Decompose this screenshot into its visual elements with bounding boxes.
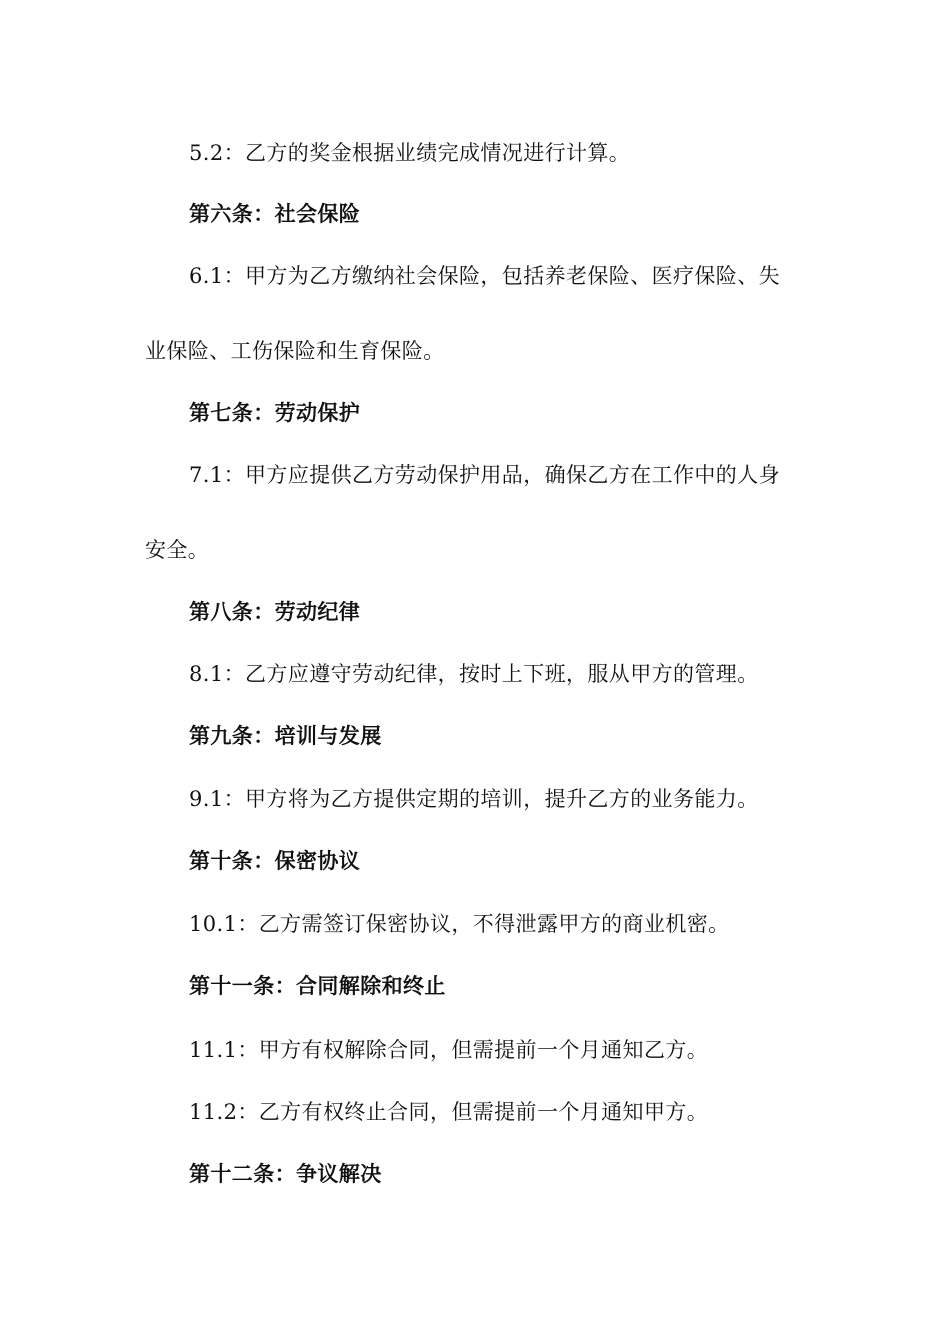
clause-7-1-text: 7.1：甲方应提供乙方劳动保护用品，确保乙方在工作中的人身 [189,463,780,487]
clause-11-2-text: 11.2：乙方有权终止合同，但需提前一个月通知甲方。 [189,1100,709,1124]
clause-8-1-text: 8.1：乙方应遵守劳动纪律，按时上下班，服从甲方的管理。 [189,662,759,686]
article-11-heading: 第十一条：合同解除和终止 [189,974,446,998]
article-9-heading: 第九条：培训与发展 [189,724,382,748]
article-10-heading: 第十条：保密协议 [189,849,361,873]
clause-6-1-text: 6.1：甲方为乙方缴纳社会保险，包括养老保险、医疗保险、失 [189,264,780,288]
clause-9-1-text: 9.1：甲方将为乙方提供定期的培训，提升乙方的业务能力。 [189,787,759,811]
article-8-heading: 第八条：劳动纪律 [189,600,361,624]
clause-10-1-text: 10.1：乙方需签订保密协议，不得泄露甲方的商业机密。 [189,912,730,936]
clause-11-1-text: 11.1：甲方有权解除合同，但需提前一个月通知乙方。 [189,1038,709,1062]
clause-6-1-continuation: 业保险、工伤保险和生育保险。 [145,339,445,363]
article-6-heading: 第六条：社会保险 [189,202,361,226]
clause-7-1-continuation: 安全。 [145,538,210,562]
article-7-heading: 第七条：劳动保护 [189,401,361,425]
article-12-heading: 第十二条：争议解决 [189,1162,382,1186]
clause-5-2-text: 5.2：乙方的奖金根据业绩完成情况进行计算。 [189,141,631,165]
